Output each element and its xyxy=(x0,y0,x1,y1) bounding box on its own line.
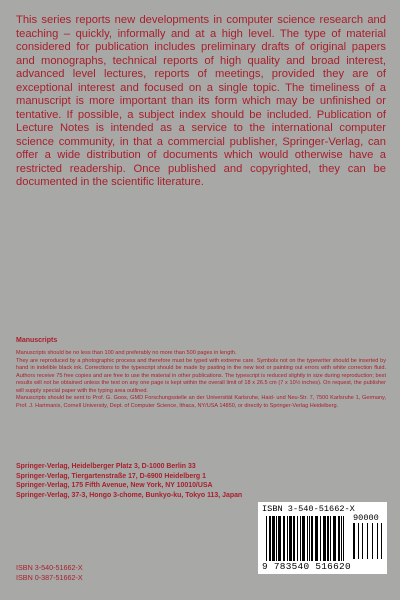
barcode-ean-number: 9 783540 516620 xyxy=(262,561,351,572)
barcode-bar xyxy=(323,516,326,561)
manuscripts-paragraph-typing: They are reproduced by a photographic process and therefore must be typed with extreme care. Symbols not on the typewriter should be inserted by hand in indelible black ink. Corrections to the typescript should be made by pasting in the new text or painting out errors with white correction fluid. Authors receive 75 free copies and are free to use the material in other publications. The typescript is reduced slightly in size during reproduction; best results will not be obtained unless the text on any one page is kept within the overall limit of 18 x 26.5 cm (7 x 10½ inches). On request, the publisher will supply special paper with the typing area outlined. xyxy=(16,357,386,394)
barcode-isbn-text: ISBN 3-540-51662-X xyxy=(262,504,355,514)
barcode-bar xyxy=(343,516,344,561)
barcode-bar xyxy=(293,516,295,561)
barcode-bar xyxy=(327,516,329,561)
barcode-bar xyxy=(287,516,288,561)
barcode-addon-bar xyxy=(377,523,378,559)
series-description: This series reports new developments in computer science research and teaching – quickly, informally and at a high level. The type of material considered for publication includes preliminary drafts of original papers and monographs, technical reports of high quality and broad interest, advanced level lectures, reports of meetings, provided they are of exceptional interest and focused on a single topic. The timeliness of a manuscript is more important than its form which may be unfinished or tentative. If possible, a subject index should be included. Publication of Lecture Notes is intended as a service to the international computer science community, in that a commercial publisher, Springer-Verlag, can offer a wide distribution of documents which would otherwise have a restricted readership. Once published and copyrighted, they can be documented in the scientific literature. xyxy=(16,14,386,188)
barcode-label xyxy=(258,502,387,574)
barcode-addon-bar xyxy=(353,523,355,559)
barcode-addon-bar xyxy=(367,523,368,559)
barcode-bar xyxy=(333,516,336,561)
isbn-list xyxy=(16,563,83,582)
address-line: Springer-Verlag, 37-3, Hongo 3-chome, Bunkyo-ku, Tokyo 113, Japan xyxy=(16,491,243,499)
barcode-bar xyxy=(269,516,271,561)
barcode-bar xyxy=(302,516,305,561)
barcode-addon-bar xyxy=(372,523,373,559)
isbn-line: ISBN 0-387-51662-X xyxy=(16,572,83,582)
publisher-addresses xyxy=(16,462,386,500)
barcode-bar xyxy=(297,516,298,561)
barcode-bar xyxy=(341,516,342,561)
barcode-addon-bar xyxy=(358,523,359,559)
barcode-addon-bar xyxy=(381,523,382,559)
barcode-bar xyxy=(276,516,277,561)
address-line: Springer-Verlag, Heidelberger Platz 3, D-1000 Berlin 33 xyxy=(16,463,196,470)
barcode-bar xyxy=(283,516,285,561)
address-line: Springer-Verlag, 175 Fifth Avenue, New York, NY 10010/USA xyxy=(16,482,213,490)
address-line: Springer-Verlag, Tiergartenstraße 17, D-6900 Heidelberg 1 xyxy=(16,472,206,480)
barcode-bar xyxy=(330,516,331,561)
barcode-bar xyxy=(338,516,340,561)
barcode-bar xyxy=(278,516,281,561)
barcode-bar xyxy=(320,516,321,561)
barcode-bar xyxy=(272,516,275,561)
isbn-line: ISBN 3-540-51662-X xyxy=(16,563,83,572)
barcode-addon-bar xyxy=(362,523,363,559)
barcode-bar xyxy=(311,516,313,561)
barcode-bar xyxy=(309,516,310,561)
barcode-bar xyxy=(289,516,292,561)
barcode-bar xyxy=(307,516,308,561)
manuscripts-instructions xyxy=(16,350,386,410)
barcode-bar xyxy=(266,516,267,561)
manuscripts-paragraph-submission: Manuscripts should be sent to Prof. G. Goos, GMD Forschungsstelle an der Universität Karlsruhe, Haid- und Neu-Str. 7, 7500 Karlsruhe 1, Germany, Prof. J. Hartmanis, Cornell University, Dept. of Computer Science, Ithaca, NY/USA 14850, or directly to Springer-Verlag Heidelberg. xyxy=(16,395,386,409)
manuscripts-heading: Manuscripts xyxy=(16,337,58,344)
barcode-bar xyxy=(315,516,318,561)
barcode-bar xyxy=(300,516,301,561)
barcode-price-code: 90000 xyxy=(353,513,379,523)
manuscripts-paragraph-length: Manuscripts should be no less than 100 and preferably no more than 500 pages in length. xyxy=(16,350,237,356)
